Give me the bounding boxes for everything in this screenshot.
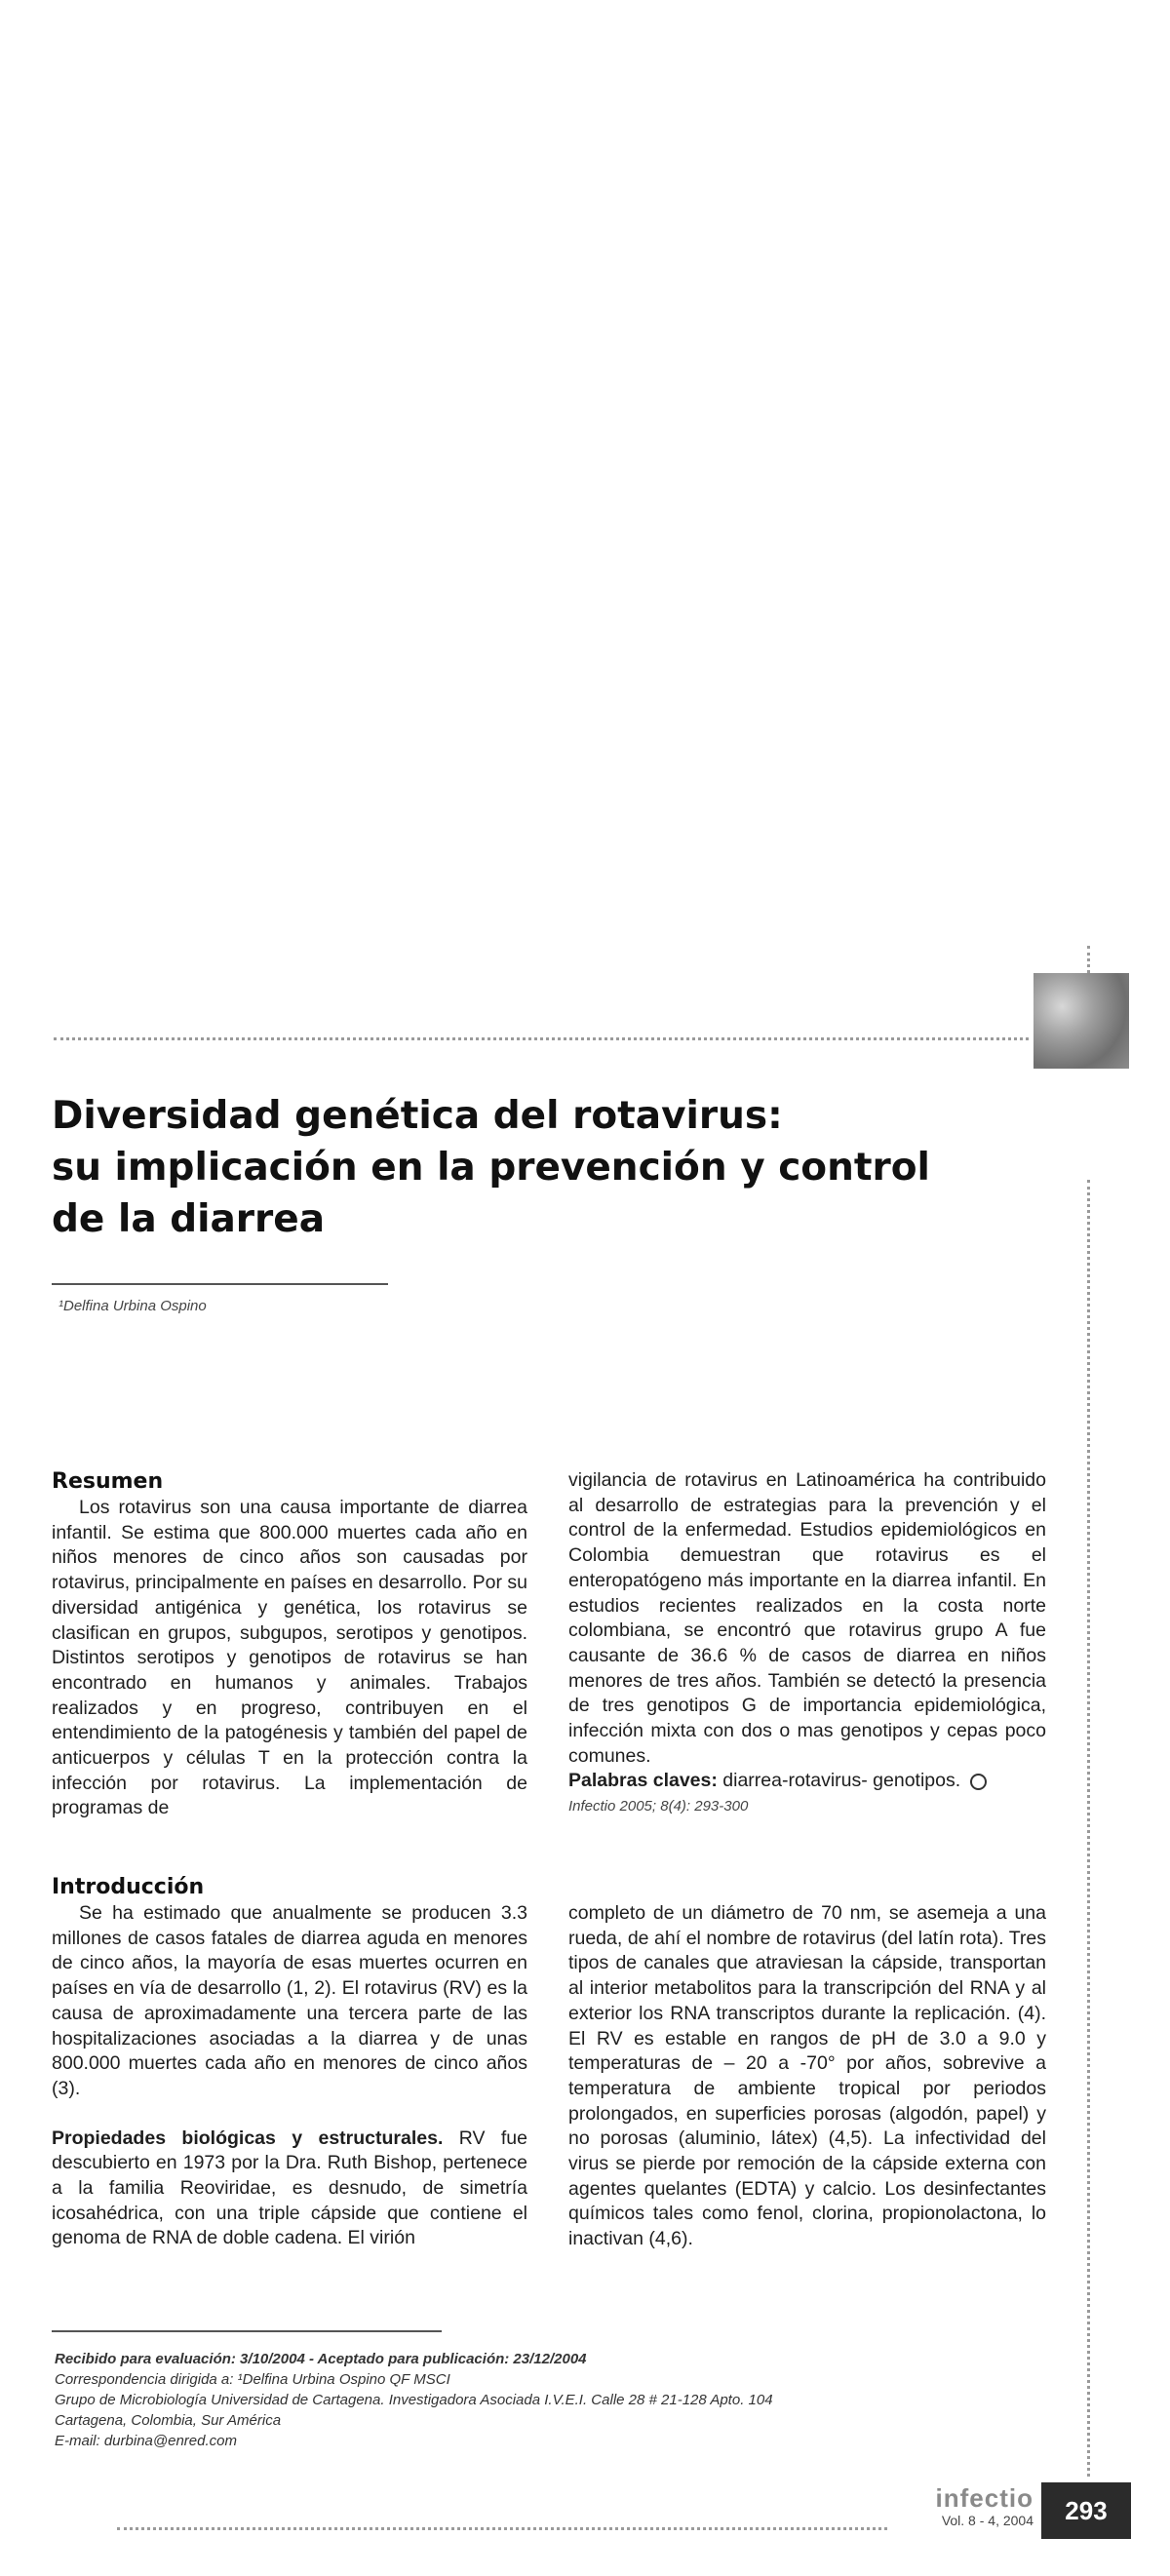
keywords-text: diarrea-rotavirus- genotipos. — [722, 1770, 961, 1792]
page-number: 293 — [1041, 2482, 1131, 2539]
abstract-right-column — [568, 1468, 1046, 1819]
title-separator — [52, 1283, 388, 1285]
right-dotted-rule-top — [1087, 946, 1090, 973]
title-line: su implicación en la prevención y control — [52, 1146, 930, 1190]
article-title — [52, 1090, 1027, 1245]
bottom-dotted-rule — [117, 2527, 887, 2530]
intro-right-column — [568, 1901, 1046, 2252]
location-line: Cartagena, Colombia, Sur América — [55, 2412, 282, 2429]
keywords-label: Palabras claves: — [568, 1770, 718, 1792]
author: ¹Delfina Urbina Ospino — [58, 1298, 207, 1314]
title-line: Diversidad genética del rotavirus: — [52, 1094, 783, 1138]
affiliation-line: Grupo de Microbiología Universidad de Cartagena. Investigadora Asociada I.V.E.I. Calle 28 # 21-128 Apto. 104 — [55, 2392, 773, 2408]
footnote-separator — [52, 2330, 442, 2332]
journal-mark — [926, 2484, 1034, 2529]
footnotes — [55, 2349, 932, 2451]
intro-text-continued: completo de un diámetro de 70 nm, se asemeja a una rueda, de ahí el nombre de rotavirus (del latín rota). Tres tipos de canales que atraviesan la cápside, transportan al interior metabolitos para la transcripción del RNA y al exterior los RNA transcriptos durante la replicación. (4). El RV es estable en rangos de pH de 3.0 a 9.0 y temperaturas de – 20 a -70° por años, sobrevive a temperatura de ambiente tropical por periodos prolongados, en superficies porosas (algodón, papel) y no porosas (aluminio, látex) (4,5). La infectividad del virus se pierde por remoción de la cápside externa con agentes quelantes (EDTA) y calcio. Los desinfectantes químicos tales como fenol, clorina, propionolactona, lo inactivan (4,6). — [568, 1902, 1046, 2250]
intro-left-column — [52, 1874, 527, 2251]
journal-name: infectio — [935, 2483, 1034, 2513]
abstract-left-column — [52, 1468, 527, 1821]
top-dotted-rule — [54, 1037, 1029, 1040]
abstract-text-continued: vigilancia de rotavirus en Latinoamérica ha contribuido al desarrollo de estrategias para la prevención y el control de la enfermedad. Estudios epidemiológicos en Colombia demuestran que rotavirus es el enteropatógeno más importante en la diarrea infantil. En estudios recientes realizados en la costa norte colombiana, se encontró que rotavirus grupo A fue causante de 36.6 % de casos de diarrea en niños menores de tres años. También se detectó la presencia de tres genotipos G de importancia epidemiológica, infección mixta con dos o mas genotipos y cepas poco comunes. — [568, 1469, 1046, 1767]
journal-volume: Vol. 8 - 4, 2004 — [941, 2513, 1034, 2528]
keywords — [568, 1769, 1046, 1794]
correspondence-line: Correspondencia dirigida a: ¹Delfina Urbina Ospino QF MSCI — [55, 2371, 450, 2388]
abstract-heading: Resumen — [52, 1469, 164, 1494]
intro-paragraph: Se ha estimado que anualmente se producen 3.3 millones de casos fatales de diarrea aguda en menores de cinco años, la mayoría de esas muertes ocurren en países en vía de desarrollo (1, 2). El rotavirus (RV) es la causa de aproximadamente una tercera parte de las hospitalizaciones asociadas a la diarrea y de unas 800.000 muertes cada año en menores de cinco años (3). — [52, 1902, 527, 2099]
received-line: Recibido para evaluación: 3/10/2004 - Aceptado para publicación: 23/12/2004 — [55, 2351, 587, 2367]
abstract-text: Los rotavirus son una causa importante de diarrea infantil. Se estima que 800.000 muertes cada año en niños menores de cinco años son causadas por rotavirus, principalmente en países en desarrollo. Por su diversidad antigénica y genética, los rotavirus se clasifican en grupos, subgupos, serotipos y genotipos. Distintos serotipos y genotipos de rotavirus se han encontrado en humanos y animales. Trabajos realizados y en progreso, contribuyen en el entendimiento de la patogénesis y también del papel de anticuerpos y células T en la protección contra la infección por rotavirus. La implementación de programas de — [52, 1497, 527, 1819]
properties-paragraph — [52, 2127, 527, 2252]
end-mark-icon — [970, 1774, 987, 1790]
intro-heading: Introducción — [52, 1875, 205, 1899]
citation: Infectio 2005; 8(4): 293-300 — [568, 1798, 749, 1815]
email-line: E-mail: durbina@enred.com — [55, 2433, 237, 2449]
title-line: de la diarrea — [52, 1197, 326, 1241]
corner-texture-image — [1034, 973, 1129, 1069]
properties-heading: Propiedades biológicas y estructurales. — [52, 2127, 444, 2149]
right-dotted-rule — [1087, 1180, 1090, 2477]
properties-text: RV fue descubierto en 1973 por la Dra. Ruth Bishop, pertenece a la familia Reoviridae, es desnudo, de simetría icosahédrica, con una triple cápside que contiene el genoma de RNA de doble cadena. El virión — [52, 2127, 527, 2249]
